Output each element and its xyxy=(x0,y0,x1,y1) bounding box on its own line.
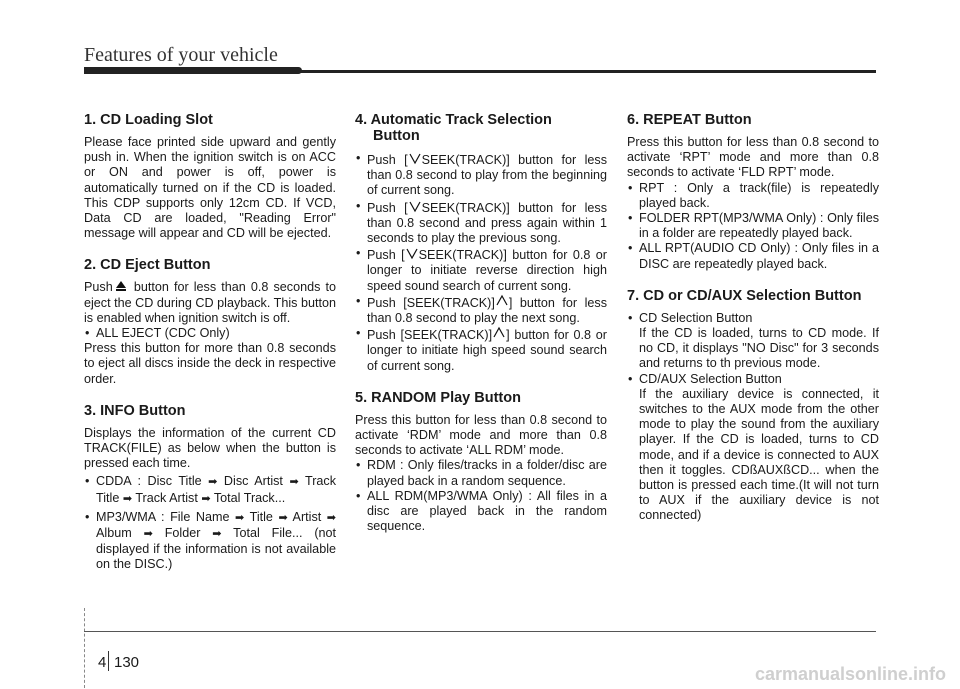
bullet-list xyxy=(627,372,879,387)
chevron-down-icon xyxy=(408,199,422,213)
section-title: 5. RANDOM Play Button xyxy=(355,389,521,406)
bullet-list xyxy=(355,151,607,374)
section-title: 6. REPEAT Button xyxy=(627,112,752,128)
header-rule xyxy=(84,70,876,73)
section-body: Displays the information of the current CD TRACK(FILE) as below when the button is pressed each time. xyxy=(84,425,336,471)
list-item-mp3: • MP3/WMA : File Name ➡ Title ➡ Artist ➡ Album ➡ Folder ➡ Total File... (not displayed if the information is not available on the DISC.) xyxy=(84,510,336,573)
watermark: carmanualsonline.info xyxy=(754,664,946,684)
section-cd-eject xyxy=(84,257,336,386)
list-item: • FOLDER RPT(MP3/WMA Only) : Only files in a folder are repeatedly played back. xyxy=(627,211,879,241)
list-item: • Push [SEEK(TRACK)] ] button for less than 0.8 second to play the next song. xyxy=(355,294,607,326)
page-separator xyxy=(108,651,109,671)
arrow-right-icon: ➡ xyxy=(143,528,153,541)
list-item-cdda: • CDDA : Disc Title ➡ Disc Artist ➡ Track Title ➡ Track Artist ➡ Total Track... xyxy=(84,474,336,506)
list-item: • Push [SEEK(TRACK)] ] button for 0.8 or longer to initiate high speed sound search of current song. xyxy=(355,326,607,374)
eject-text: button for less than 0.8 seconds to eject the CD during CD playback. This button is enabled when ignition switch is off. xyxy=(84,280,336,325)
arrow-right-icon: ➡ xyxy=(278,511,288,524)
list-item: • ALL EJECT (CDC Only) xyxy=(84,326,336,341)
page-header-title: Features of your vehicle xyxy=(84,44,278,66)
column-3 xyxy=(627,112,879,540)
section-title: 4. Automatic Track Selection Button xyxy=(355,112,552,144)
bullet-list xyxy=(355,458,607,534)
column-1 xyxy=(84,112,336,589)
chevron-down-icon xyxy=(408,151,422,165)
section-auto-track xyxy=(355,112,607,374)
section-title: 2. CD Eject Button xyxy=(84,257,211,274)
section-cd-loading-slot xyxy=(84,112,336,241)
list-item: • RPT : Only a track(file) is repeatedly played back. xyxy=(627,181,879,211)
page-number: 130 xyxy=(114,654,140,671)
arrow-right-icon: ➡ xyxy=(289,476,299,489)
section-body-2: Press this button for more than 0.8 seconds to eject all discs inside the deck in respective order. xyxy=(84,341,336,386)
chapter-number: 4 xyxy=(98,654,107,671)
arrow-right-icon: ➡ xyxy=(208,476,218,489)
footer-crop-mark xyxy=(84,608,86,688)
chevron-up-icon xyxy=(492,326,506,340)
sub-text: If the auxiliary device is connected, it switches to the AUX mode from the other mode to play the sound from the auxiliary player. If the CD is loaded, turns to CD mode, and if a device is connected to AUX then it toggles. CDßAUXßCD... when the button is pressed each time.(It will not turn to AUX if the auxiliary device is not connected) xyxy=(639,386,879,523)
list-item: • RDM : Only files/tracks in a folder/disc are played back in a random sequence. xyxy=(355,458,607,488)
list-item: • ALL RPT(AUDIO CD Only) : Only files in a DISC are repeatedly played back. xyxy=(627,241,879,271)
list-item: • Push [ SEEK(TRACK)] button for less than 0.8 second to play from the beginning of current song. xyxy=(355,151,607,199)
push-word: Push xyxy=(84,280,113,295)
bullet-list xyxy=(627,311,879,326)
bullet-list xyxy=(84,474,336,572)
list-item: • CD/AUX Selection Button xyxy=(627,372,879,387)
column-2 xyxy=(355,112,607,550)
footer-rule xyxy=(84,631,876,632)
arrow-right-icon: ➡ xyxy=(235,511,245,524)
section-title: 3. INFO Button xyxy=(84,402,186,419)
section-info xyxy=(84,403,336,573)
bullet-list xyxy=(84,326,336,341)
list-item: • Push [ SEEK(TRACK)] button for 0.8 or longer to initiate reverse direction high speed sound search of current song. xyxy=(355,246,607,294)
section-body: Please face printed side upward and gently push in. When the ignition switch is on ACC or ON and power is off, power is automatically turned on if the CD is loaded. This CDP supports only 12cm CD. If VCD, Data CD are loaded, "Reading Error" message will appear and CD will be ejected. xyxy=(84,135,336,241)
arrow-right-icon: ➡ xyxy=(212,528,222,541)
bullet-list xyxy=(627,181,879,272)
chevron-up-icon xyxy=(495,294,509,308)
arrow-right-icon: ➡ xyxy=(122,492,133,505)
section-title: 1. CD Loading Slot xyxy=(84,112,213,128)
arrow-right-icon: ➡ xyxy=(326,511,336,524)
section-body: Press this button for less than 0.8 second to activate ‘RPT’ mode and more than 0.8 seconds to activate ‘FLD RPT’ mode. xyxy=(627,135,879,180)
section-repeat xyxy=(627,112,879,272)
list-item: • Push [ SEEK(TRACK)] button for less than 0.8 second and press again within 1 seconds to play the previous song. xyxy=(355,199,607,247)
section-body: Press this button for less than 0.8 second to activate ‘RDM’ mode and more than 0.8 seconds to activate ‘ALL RDM’ mode. xyxy=(355,412,607,458)
list-item: • CD Selection Button xyxy=(627,311,879,326)
section-title: 7. CD or CD/AUX Selection Button xyxy=(627,287,862,304)
list-item: • ALL RDM(MP3/WMA Only) : All files in a disc are played back in the random sequence. xyxy=(355,489,607,535)
section-cd-aux xyxy=(627,288,879,524)
eject-icon xyxy=(116,281,126,288)
sub-text: If the CD is loaded, turns to CD mode. If no CD, it displays "NO Disc" for 3 seconds and returns to th previous mode. xyxy=(639,326,879,371)
section-random xyxy=(355,390,607,535)
section-body xyxy=(84,280,336,326)
chevron-down-icon xyxy=(405,246,419,260)
arrow-right-icon: ➡ xyxy=(201,492,211,505)
